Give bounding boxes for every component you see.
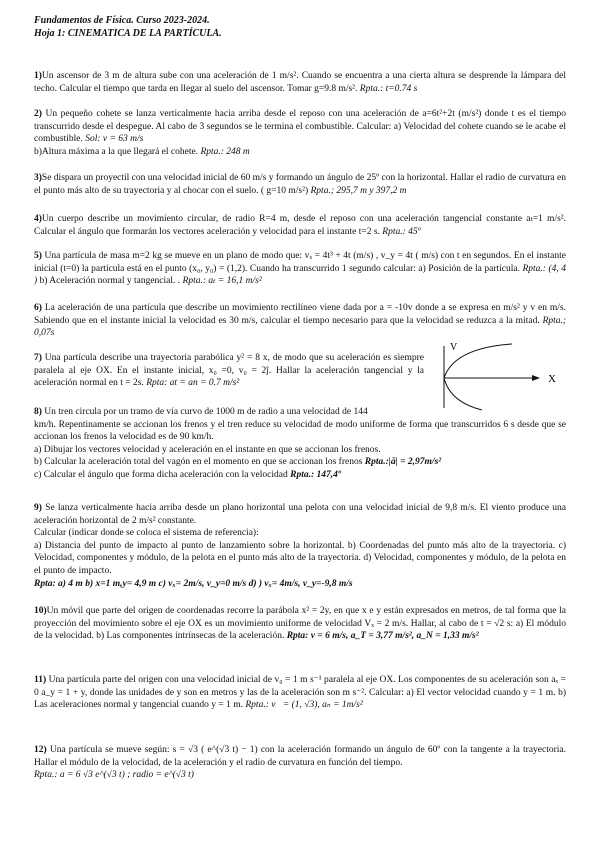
problem-number: 5) [34, 251, 42, 261]
problem-number: 4) [34, 214, 42, 224]
problem-text: Una partícula se mueve según: s = √3 ( e^(√3 t) − 1) con la aceleración formando un ángulo de 60º con la tangente a la trayectoria. Hallar el módulo de la velocidad, de la aceleración y el radio de curvatura en función del tiempo. [34, 745, 567, 768]
parts: a) Distancia del punto de impacto al punto de lanzamiento sobre la horizontal. b) Coordenadas del punto más alto de la trayectoria. c) Velocidad, componentes y módulo, de la pelota en el punto más alto de la trayectoria. d) Velocidad, componentes y módulo, de la pelota en el punto de impacto. [34, 540, 566, 576]
calc-instruction: Calcular (indicar donde se coloca el sistema de referencia): [34, 528, 259, 539]
axis-label-v: V [450, 342, 458, 353]
answer-c: Rpta.: 147,4º [290, 469, 341, 480]
problem-text-b: b) Aceleración normal y tangencial. . [39, 276, 181, 287]
problem-text-1: Un tren circula por un tramo de vía curvo de 1000 m de radio a una velocidad de 144 [44, 407, 368, 417]
problem-3 [34, 172, 566, 197]
problem-text: Un cuerpo describe un movimiento circular, de radio R=4 m, desde el reposo con una aceleración tangencial constante aₜ=1 m/s². Calcular el ángulo que formarán los vectores aceleración y velocidad para el instante t=2 s. [34, 214, 566, 237]
sheet-title: Hoja 1: CINEMATICA DE LA PARTÍCULA. [34, 28, 222, 39]
problem-text: Un móvil que parte del origen de coordenadas recorre la parábola x² = 2y, en que x e y están expresados en metros, de tal forma que la proyección del movimiento sobre el eje OX es un movimiento uniforme de velocidad Vₓ = 2 m/s. Hallar, al cabo de t = √2 s: a) El módulo de la velocidad. b) Las componentes intrínsecas de la aceleración. [34, 606, 566, 642]
part-b: b) Calcular la aceleración total del vagón en el momento en que se accionan los frenos [34, 457, 363, 468]
problem-12 [34, 744, 566, 782]
problem-5 [34, 250, 566, 288]
problem-10 [34, 605, 566, 643]
part-a: a) Dibujar los vectores velocidad y aceleración en el instante en que se accionan los frenos. [34, 444, 381, 455]
problem-number: 6) [34, 303, 42, 313]
problem-8 [34, 406, 566, 482]
problem-text-b: b)Altura máxima a la que llegará el cohete. [34, 146, 199, 157]
answer: Rpta: a) 4 m b) x=1 m,y= 4,9 m c) vₓ= 2m/s, v_y=0 m/s d) ) vₓ= 4m/s, v_y=-9,8 m/s [34, 578, 353, 589]
problem-1 [34, 70, 566, 95]
problem-9 [34, 502, 566, 590]
answer-a: Sol: v = 63 m/s [85, 134, 144, 145]
parabola-figure [432, 338, 572, 414]
problem-number: 7) [34, 353, 42, 363]
problem-text: Un ascensor de 3 m de altura sube con una aceleración de 1 m/s². Cuando se encuentra a una cierta altura se desprende la lámpara del techo. Calcular el tiempo que tarda en llegar al suelo del ascensor. Tomar g=9.8 m/s². [34, 71, 566, 94]
problem-text: Una partícula parte del origen con una velocidad inicial de v₀ = 1 m s⁻¹ paralela al eje OX. Los componentes de su aceleración son aₓ = 0 a_y = 1 + y, donde las unidades de y son en metros y las de la aceleración son m s⁻². Calcular: a) El vector velocidad cuando y = 1 m. b) Las aceleraciones normal y tangencial cuando y = 1 m. [34, 675, 567, 711]
problem-2 [34, 108, 566, 158]
answer: Rpta: at = an = 0.7 m/s² [146, 378, 240, 389]
problem-number: 2) [34, 109, 42, 119]
course-title: Fundamentos de Física. Curso 2023-2024. [34, 15, 210, 26]
answer: Rpta.; 0,07s [34, 315, 566, 339]
problem-text: Una partícula de masa m=2 kg se mueve en un plano de modo que: vₓ = 4t³ + 4t (m/s) , v_y = 4t ( m/s) con t en segundos. En el instante inicial (t=0) la partícula está en el punto (x₀, y₀) = (1,2). Cuando ha transcurrido 1 segundo calcular: a) Posición de la partícula. [34, 251, 567, 274]
problem-number: 1) [34, 71, 42, 81]
answer: Rpta.: 248 m [200, 146, 250, 157]
answer: Rpta.: v⃗= (1, √3), aₙ = 1m/s² [245, 700, 363, 711]
problem-text: Se lanza verticalmente hacia arriba desde un plano horizontal una pelota con una velocidad inicial de 9,8 m/s. El viento produce una aceleración horizontal de 2 m/s² constante. [34, 503, 566, 526]
problem-number: 10) [34, 606, 47, 616]
answer: Rpta: v = 6 m/s, a_T = 3,77 m/s², a_N = 1,33 m/s² [286, 631, 479, 642]
problem-text: Un pequeño cohete se lanza verticalmente hacia arriba desde el reposo con una aceleración de a=6t²+2t (m/s²) donde t es el tiempo transcurrido desde el despegue. Al cabo de 3 segundos se le termina el combustible. Calcular: a) Velocidad del cohete cuando se le acabe el combustible. [34, 109, 567, 145]
problem-6 [34, 302, 566, 340]
answer: Rpta.: aₜ = 16,1 m/s² [182, 276, 262, 287]
answer: Rpta.; 295,7 m y 397,2 m [310, 185, 407, 196]
header [34, 14, 566, 40]
problem-4 [34, 213, 566, 238]
answer-a: Rpta.: (4, 4 ) [34, 263, 566, 287]
problem-11 [34, 674, 566, 712]
axis-label-x: X [548, 373, 556, 385]
problem-number: 9) [34, 503, 42, 513]
problem-text-2: km/h. Repentinamente se accionan los frenos y el tren reduce su velocidad de modo uniforme de forma que transcurridos 6 s desde que se accionan los frenos la velocidad es de 90 km/h. [34, 419, 566, 443]
x-axis-arrow [532, 375, 540, 381]
part-c: c) Calcular el ángulo que forma dicha aceleración con la velocidad [34, 469, 288, 480]
problem-number: 11) [34, 675, 47, 685]
problem-number: 12) [34, 745, 47, 755]
problem-text: Se dispara un proyectil con una velocidad inicial de 60 m/s y formando un ángulo de 25º con la horizontal. Hallar el radio de curvatura en el punto más alto de su trayectoria y al chocar con el suelo. ( g=10 m/s²) [34, 173, 566, 196]
answer: Rpta.: 45º [382, 226, 421, 237]
problem-number: 8) [34, 407, 42, 417]
answer: Rpta.: t=0.74 s [359, 83, 418, 94]
problem-number: 3) [34, 173, 42, 183]
problem-7 [34, 352, 424, 390]
problem-text: La aceleración de una partícula que describe un movimiento rectilíneo viene dada por a = -10v donde a se expresa en m/s² y v en m/s. Sabiendo que en el instante inicial la velocidad es 30 m/s, calcular el tiempo necesario para que la velocidad se reduzca a la mitad. [34, 303, 567, 326]
problem-text: Una partícula describe una trayectoria parabólica y² = 8 x, de modo que su aceleración es siempre paralela al eje OX. En el instante inicial, x₀ =0, v₀ = 2ĵ. Hallar la aceleración tangencial y la aceleración normal en t = 2s. [34, 353, 424, 389]
answer: Rpta.: a = 6 √3 e^(√3 t) ; radio = e^(√3 t) [34, 770, 194, 781]
answer-b: Rpta.:|ā| = 2,97m/s² [364, 457, 442, 468]
